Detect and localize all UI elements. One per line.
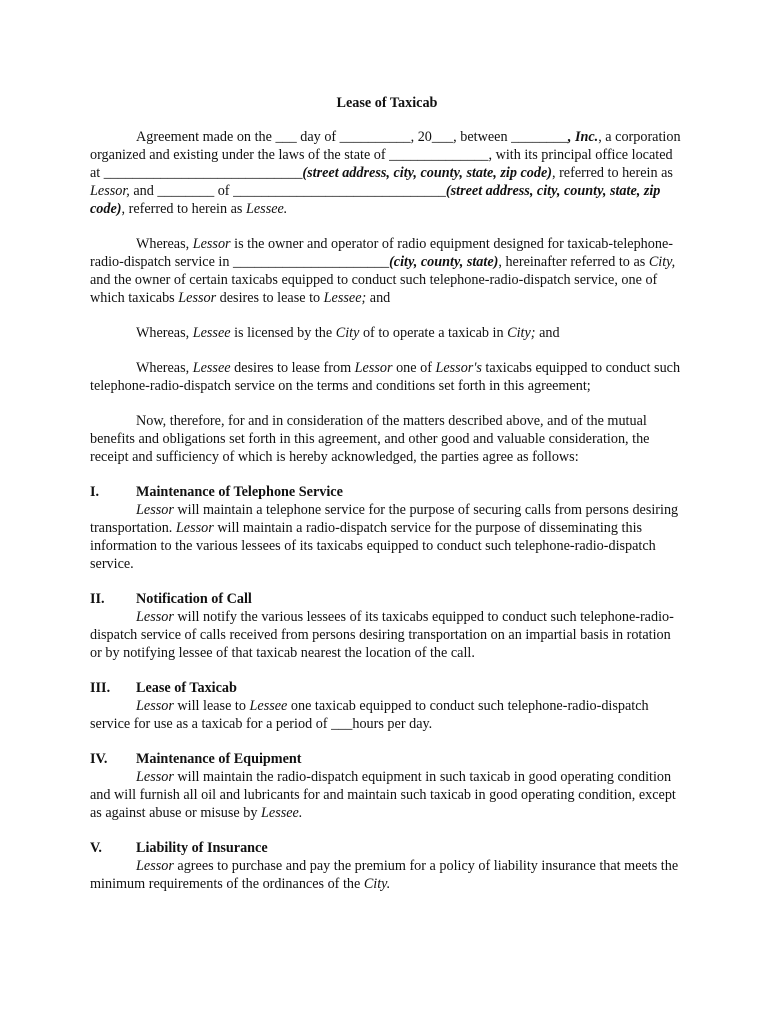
section-3 (90, 679, 684, 733)
text-italic: Lessor's (435, 360, 482, 376)
text-italic: Lessor (136, 502, 174, 518)
text: will maintain a telephone service for the purpose of securing calls from persons desiring transportation. (90, 502, 679, 536)
section-4 (90, 750, 684, 822)
text: and the owner of certain taxicabs equipped to conduct such telephone-radio-dispatch service, one of which taxicabs (90, 272, 658, 306)
text: Whereas, (136, 325, 193, 341)
text-italic: Lessee. (245, 201, 288, 217)
section-heading (90, 590, 684, 608)
text-italic: Lessee. (261, 805, 303, 821)
section-title: Liability of Insurance (136, 840, 268, 856)
text: and (535, 325, 560, 341)
text: , referred to herein as (121, 201, 246, 217)
text: and ________ of ______________________________ (129, 183, 446, 199)
whereas-paragraph-2 (90, 324, 684, 342)
section-title: Lease of Taxicab (136, 680, 237, 696)
section-5 (90, 839, 684, 893)
section-number: II. (90, 591, 105, 607)
section-2 (90, 590, 684, 662)
text-italic: Lessor, (90, 183, 130, 199)
text: Agreement made on the ___ day of __________, 20___, between ________ (136, 129, 568, 145)
document-body (90, 94, 684, 910)
section-heading (90, 839, 684, 857)
text-italic: Lessor (136, 769, 174, 785)
whereas-paragraph-3 (90, 359, 684, 395)
section-title: Maintenance of Equipment (136, 751, 302, 767)
text: is licensed by the (230, 325, 336, 341)
text: agrees to purchase and pay the premium for a policy of liability insurance that meets the minimum requirements of the ordinances of the (90, 858, 679, 892)
text: one taxicab equipped to conduct such telephone-radio-dispatch service for use as a taxicab for a period of ___hours per day. (90, 698, 649, 732)
section-heading (90, 750, 684, 768)
section-text (90, 608, 684, 662)
text-italic: City (335, 325, 360, 341)
text-italic: Lessor (136, 609, 174, 625)
section-title: Maintenance of Telephone Service (136, 484, 343, 500)
text-italic: Lessor (175, 520, 214, 536)
text-italic: Lessor (354, 360, 393, 376)
section-heading (90, 483, 684, 501)
text-italic: Lessor (136, 698, 174, 714)
section-heading (90, 679, 684, 697)
text: will maintain the radio-dispatch equipment in such taxicab in good operating condition and will furnish all oil and lubricants for and maintain such taxicab in good operating condition, except as against abuse or misuse by (90, 769, 676, 821)
text: is the owner and operator of radio equipment designed for taxicab-telephone-radio-dispatch service in ______________________ (90, 236, 673, 270)
text: will maintain a radio-dispatch service for the purpose of disseminating this information to the various lessees of its taxicabs equipped to conduct such telephone-radio-dispatch service. (90, 520, 656, 572)
text-italic: Lessee (192, 325, 231, 341)
text-italic: City. (363, 876, 391, 892)
section-title: Notification of Call (136, 591, 252, 607)
text-emphasis: (city, county, state) (389, 254, 499, 270)
section-number: III. (90, 680, 111, 696)
text-italic: Lessee; (323, 290, 367, 306)
agreement-paragraph (90, 128, 684, 218)
text-italic: City; (507, 325, 536, 341)
text: will lease to (173, 698, 250, 714)
text: taxicabs equipped to conduct such telephone-radio-dispatch service on the terms and conditions set forth in this agreement; (90, 360, 681, 394)
text: of to operate a taxicab in (359, 325, 508, 341)
section-text (90, 768, 684, 822)
whereas-paragraph-1 (90, 235, 684, 307)
text-italic: City, (648, 254, 676, 270)
now-therefore-paragraph: Now, therefore, for and in consideration of the matters described above, and of the mutual benefits and obligations set forth in this agreement, and other good and valuable consideration, the receipt and sufficiency of which is hereby acknowledged, the parties agree as follows: (90, 413, 650, 465)
text-italic: Lessor (178, 290, 217, 306)
text-emphasis: (street address, city, county, state, zip code) (302, 165, 552, 181)
text-italic: Lessor (192, 236, 231, 252)
section-number: IV. (90, 751, 108, 767)
text-italic: Lessee (249, 698, 288, 714)
text: desires to lease from (230, 360, 355, 376)
text: desires to lease to (216, 290, 324, 306)
section-number: V. (90, 840, 102, 856)
text: , hereinafter referred to as (498, 254, 649, 270)
text-emphasis: , Inc. (567, 129, 599, 145)
section-text (90, 501, 684, 573)
section-number: I. (90, 484, 100, 500)
text: one of (392, 360, 436, 376)
text: will notify the various lessees of its taxicabs equipped to conduct such telephone-radio-dispatch service of calls received from persons desiring transportation on an impartial basis in rotation or by notifying lessee of that taxicab nearest the location of the call. (90, 609, 674, 661)
text: , a corporation organized and existing under the laws of the state of ______________, with its principal office located at ____________________________ (90, 129, 681, 181)
text: Whereas, (136, 360, 193, 376)
text-italic: Lessor (136, 858, 174, 874)
text: Whereas, (136, 236, 193, 252)
section-1 (90, 483, 684, 573)
text-italic: Lessee (192, 360, 231, 376)
section-text (90, 697, 684, 733)
document-title: Lease of Taxicab (336, 95, 438, 111)
text: , referred to herein as (551, 165, 673, 181)
text-emphasis: (street address, city, county, state, zip code) (90, 183, 661, 217)
section-text (90, 857, 684, 893)
text: and (366, 290, 391, 306)
